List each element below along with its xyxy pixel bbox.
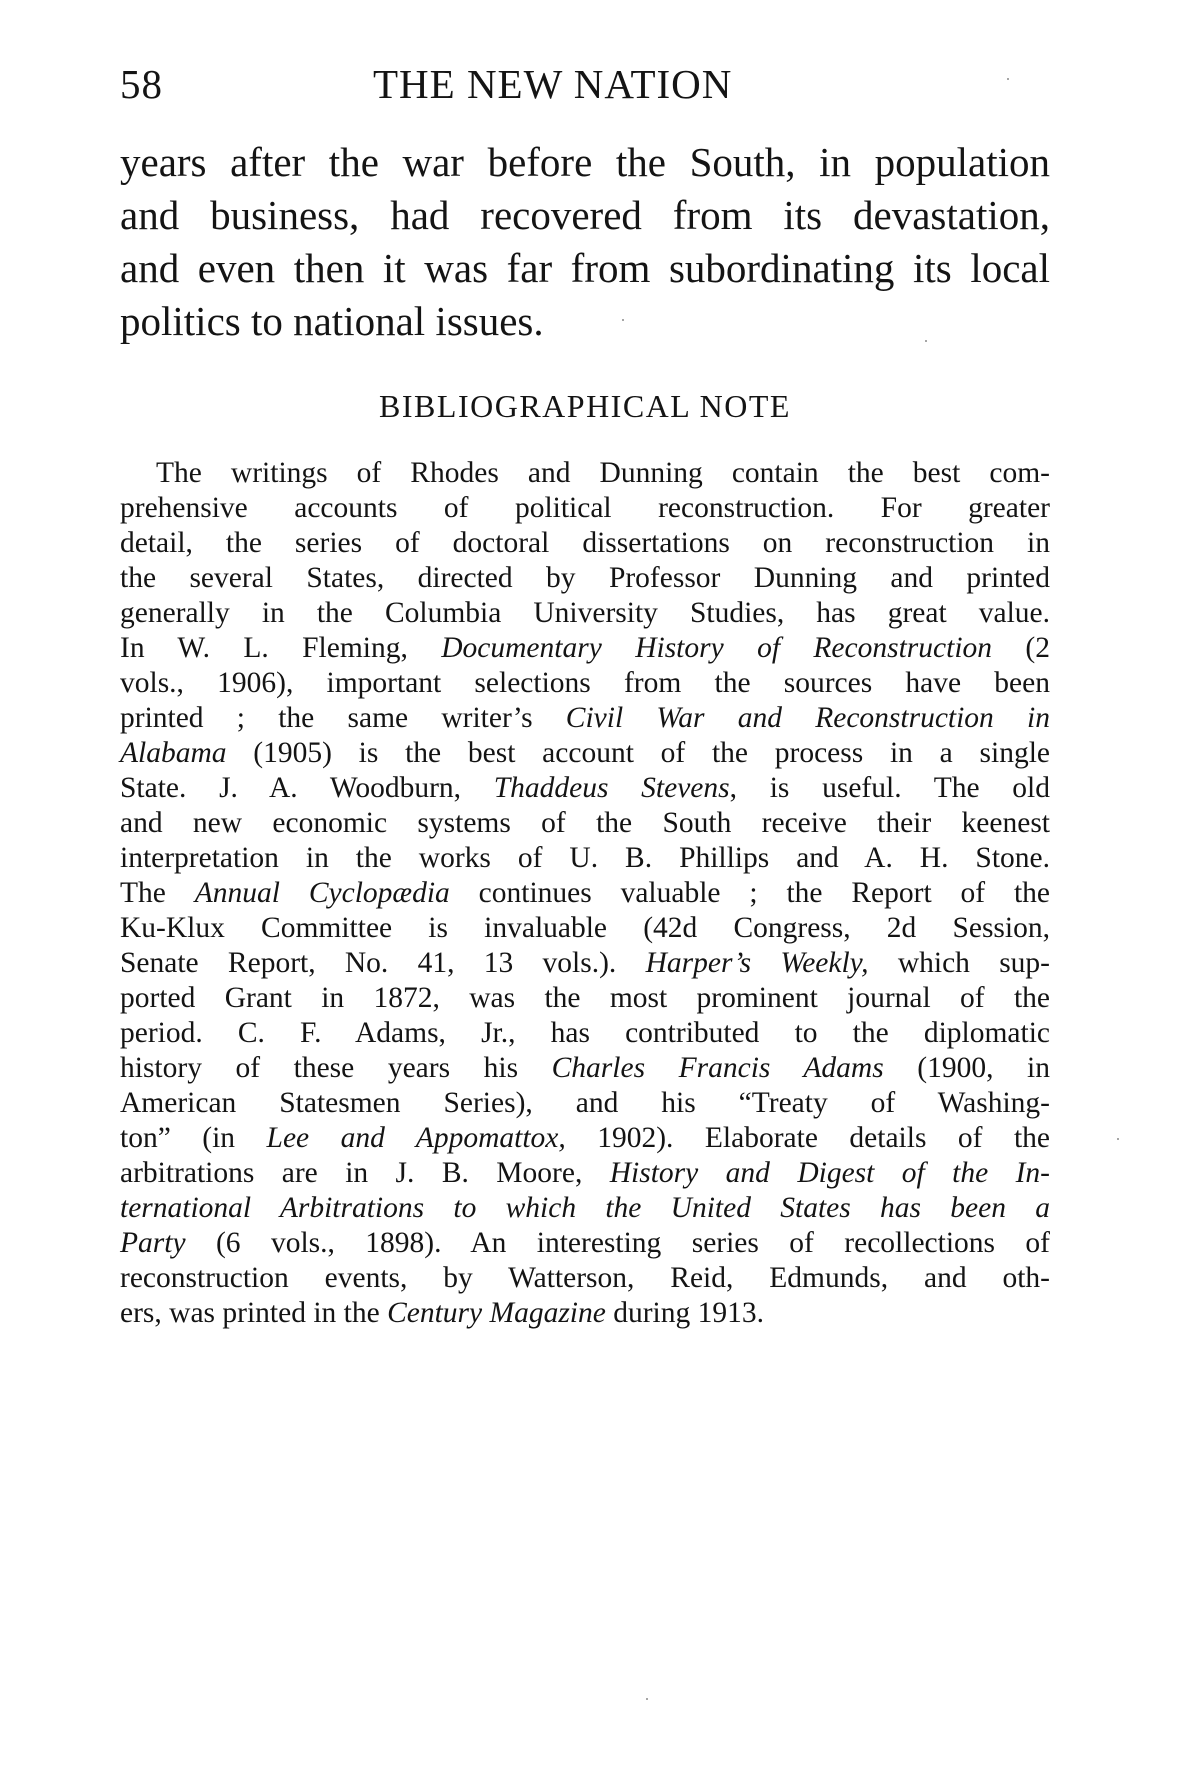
body-line: and even then it was far from subordinating its local: [120, 245, 1050, 291]
note-line: [120, 771, 1050, 806]
note-text: period. C. F. Adams, Jr., has contributed to the diplomatic: [120, 1017, 1050, 1049]
note-line: [120, 1051, 1050, 1086]
print-speck: [622, 319, 624, 321]
note-text: during 1913.: [605, 1297, 764, 1329]
body-paragraph: [120, 136, 1050, 348]
note-italic-title: ternational Arbitrations to which the United States has been a: [120, 1192, 1050, 1224]
print-speck: [1007, 78, 1009, 80]
note-italic-title: Harper’s Weekly,: [645, 947, 869, 979]
note-text: and new economic systems of the South receive their keenest: [120, 807, 1050, 839]
note-text: reconstruction events, by Watterson, Reid, Edmunds, and oth-: [120, 1262, 1050, 1294]
note-italic-title: Documentary History of Reconstruction: [441, 632, 993, 664]
note-text: printed ; the same writer’s: [120, 702, 566, 734]
note-text: history of these years his: [120, 1052, 552, 1084]
note-text: detail, the series of doctoral dissertations on reconstruction in: [120, 527, 1050, 559]
note-text: (1900, in: [883, 1052, 1050, 1084]
note-line: [120, 876, 1050, 911]
note-text: (2: [992, 632, 1050, 664]
note-text: In W. L. Fleming,: [120, 632, 442, 664]
note-text: Ku-Klux Committee is invaluable (42d Congress, 2d Session,: [120, 912, 1050, 944]
note-text: (6 vols., 1898). An interesting series of recollections of: [185, 1227, 1050, 1259]
note-text: The writings of Rhodes and Dunning contain the best com-: [156, 457, 1050, 489]
note-text: 1902). Elaborate details of the: [565, 1122, 1050, 1154]
note-line: [120, 736, 1050, 771]
note-line: [120, 1191, 1050, 1226]
note-text: ton” (in: [120, 1122, 267, 1154]
note-line: [120, 1156, 1050, 1191]
body-line: years after the war before the South, in population: [120, 139, 1050, 185]
section-heading: BIBLIOGRAPHICAL NOTE: [379, 388, 791, 424]
print-speck: [1117, 1138, 1119, 1140]
note-line: [120, 631, 1050, 666]
body-line: and business, had recovered from its devastation,: [120, 192, 1050, 238]
note-text: prehensive accounts of political reconstruction. For greater: [120, 492, 1050, 524]
note-text: the several States, directed by Professor Dunning and printed: [120, 562, 1050, 594]
note-italic-title: History and Digest of the In-: [609, 1157, 1050, 1189]
note-line: [120, 806, 1050, 841]
note-italic-title: Party: [120, 1227, 186, 1259]
note-italic-title: Alabama: [120, 737, 227, 769]
print-speck: [646, 1698, 648, 1700]
note-italic-title: Lee and Appomattox,: [266, 1122, 566, 1154]
note-line: [120, 1086, 1050, 1121]
note-text: The: [120, 877, 195, 909]
bibliographical-note: [120, 456, 1050, 1331]
note-italic-title: Thaddeus Stevens: [493, 772, 730, 804]
note-line: [120, 526, 1050, 561]
note-text: , is useful. The old: [729, 772, 1051, 804]
note-line: [120, 456, 1050, 491]
body-line: politics to national issues.: [120, 298, 544, 344]
note-line: [120, 911, 1050, 946]
note-text: ers, was printed in the: [120, 1297, 388, 1329]
note-text: State. J. A. Woodburn,: [120, 772, 494, 804]
note-text: interpretation in the works of U. B. Phillips and A. H. Stone.: [120, 842, 1050, 874]
note-text: arbitrations are in J. B. Moore,: [120, 1157, 610, 1189]
note-line: [120, 981, 1050, 1016]
note-text: which sup-: [868, 947, 1051, 979]
note-line: [120, 1016, 1050, 1051]
note-italic-title: Civil War and Reconstruction in: [565, 702, 1050, 734]
note-text: continues valuable ; the Report of the: [449, 877, 1051, 909]
print-speck: [925, 340, 927, 342]
note-italic-title: Charles Francis Adams: [551, 1052, 884, 1084]
note-italic-title: Century Magazine: [387, 1297, 606, 1329]
note-text: vols., 1906), important selections from the sources have been: [120, 667, 1050, 699]
note-line: [120, 491, 1050, 526]
note-line: [120, 1121, 1050, 1156]
running-head: [120, 58, 1050, 110]
page-number: 58: [120, 61, 163, 107]
note-line: [120, 946, 1050, 981]
note-text: American Statesmen Series), and his “Treaty of Washing-: [120, 1087, 1050, 1119]
note-line: [120, 701, 1050, 736]
note-line: [120, 1296, 1050, 1331]
note-text: Senate Report, No. 41, 13 vols.).: [120, 947, 646, 979]
note-text: (1905) is the best account of the process in a single: [226, 737, 1050, 769]
note-line: [120, 596, 1050, 631]
note-line: [120, 1261, 1050, 1296]
note-line: [120, 666, 1050, 701]
note-italic-title: Annual Cyclopædia: [194, 877, 450, 909]
note-line: [120, 841, 1050, 876]
note-line: [120, 561, 1050, 596]
note-text: ported Grant in 1872, was the most prominent journal of the: [120, 982, 1050, 1014]
note-text: generally in the Columbia University Studies, has great value.: [120, 597, 1050, 629]
running-title: THE NEW NATION: [373, 61, 733, 107]
note-line: [120, 1226, 1050, 1261]
